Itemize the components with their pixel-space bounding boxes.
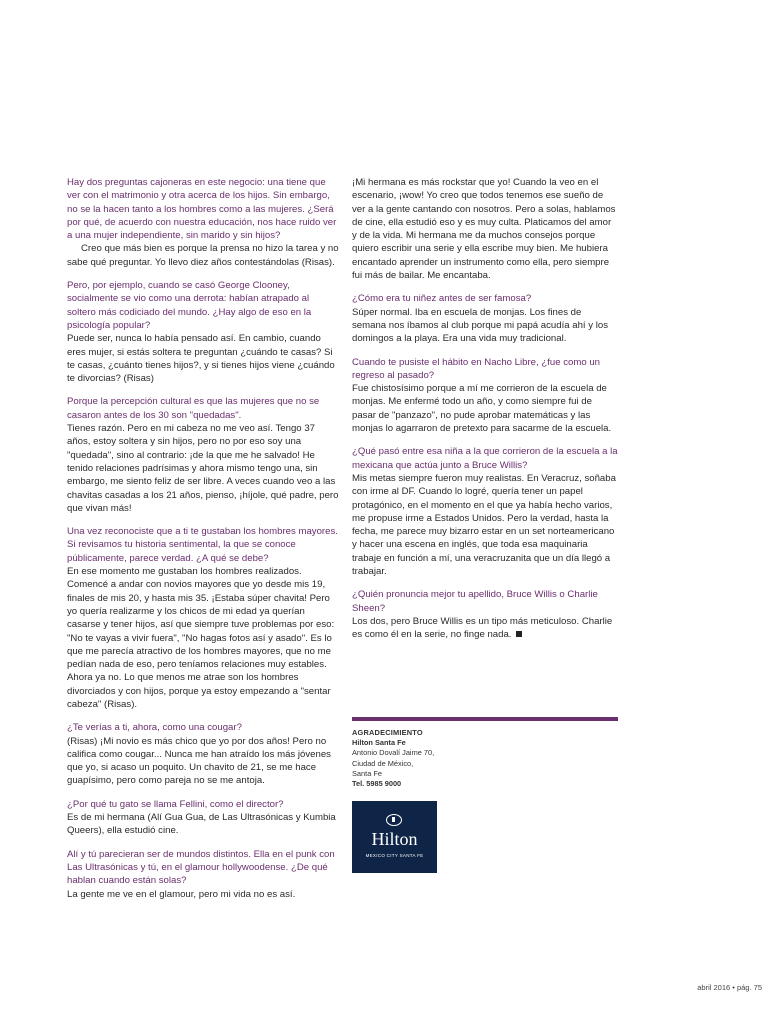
qa-block — [67, 279, 339, 385]
question: Hay dos preguntas cajoneras en este negocio: una tiene que ver con el matrimonio y otra acerca de los hijos. Sin embargo, no se la hacen tanto a los hombres como a las mujeres. ¿Será por qué, de acuerdo con nuestra educación, nos hace ruido ver a una mujer independiente, sin marido y sin hijos? — [67, 177, 337, 242]
hilton-mark-icon — [386, 814, 402, 826]
question: Una vez reconociste que a ti te gustaban los hombres mayores. Si revisamos tu historia sentimental, la que se conoce públicamente, parece verdad. ¿A qué se debe? — [67, 526, 338, 564]
qa-block — [67, 525, 339, 711]
logo-brand-text: Hilton — [371, 829, 418, 849]
answer-text: Los dos, pero Bruce Willis es un tipo más meticuloso. Charlie es como él en la serie, no finge nada. — [352, 615, 613, 641]
answer: Puede ser, nunca lo había pensado así. En cambio, cuando eres mujer, si estás soltera te preguntan ¿cuándo te casas? Si te casas, ¿cuánto tienes hijos?, y si tienes hijos viene ¿cuándo te divorcias? (Risas) — [67, 333, 335, 385]
address-line: Antonio Dovalí Jaime 70, — [352, 748, 435, 758]
logo-subtitle: MEXICO CITY SANTA FE — [365, 853, 424, 858]
qa-block — [352, 445, 618, 578]
answer — [352, 615, 618, 642]
article-left-column — [67, 176, 339, 911]
question: ¿Te verías a ti, ahora, como una cougar? — [67, 722, 242, 734]
question: ¿Qué pasó entre esa niña a la que corrieron de la escuela a la mexicana que actúa junto a Bruce Willis? — [352, 446, 618, 471]
qa-block — [67, 798, 339, 838]
hilton-logo — [352, 801, 437, 873]
qa-block — [67, 721, 339, 787]
page-folio: abril 2016 • pág. 75 — [697, 983, 762, 992]
question: Pero, por ejemplo, cuando se casó George Clooney, socialmente se vio como una derrota: habían atrapado al soltero más codiciado del mundo. ¿Hay algo de eso en la psicología popular? — [67, 280, 312, 331]
question: Alí y tú parecieran ser de mundos distintos. Ella en el punk con Las Ultrasónicas y tú, en el glamour hollywoodense. ¿De qué hablan cuando están solas? — [67, 848, 335, 887]
phone-number: Tel. 5985 9000 — [352, 779, 402, 789]
credits-divider — [352, 717, 618, 721]
qa-block — [352, 292, 618, 345]
article-right-column — [352, 176, 618, 652]
answer: Mis metas siempre fueron muy realistas. En Veracruz, soñaba con irme al DF. Cuando lo logré, quería tener un papel protagónico, en el momento en el que ya había hecho varios, me propuse irme a Estados Unidos. Pero la verdad, hasta la fecha, me parece muy bizarro estar en un set norteamericano y hacer una escena en inglés, que toda esa maquinaria trabaje en función a mí, una veracruzanita que un día llegó a trabajar. — [352, 472, 616, 578]
answer: Tienes razón. Pero en mi cabeza no me veo así. Tengo 37 años, estoy soltera y sin hijos, pero no por eso soy una "quedada", sino al contrario: ¡de la que me he salvado! He tenido relaciones padrísimas y ahora mismo tengo una, sin embargo, me siento feliz de ser libre. A veces cuando veo a las chavitas casadas a los 21 años, pienso, ¡híjole, qué padre, pero que vivan más! — [67, 423, 339, 514]
qa-block — [352, 588, 618, 641]
question: Porque la percepción cultural es que las mujeres que no se casaron antes de los 30 son "quedadas". — [67, 396, 320, 421]
question: ¿Quién pronuncia mejor tu apellido, Bruce Willis o Charlie Sheen? — [352, 589, 598, 614]
answer: La gente me ve en el glamour, pero mi vida no es así. — [67, 888, 296, 900]
answer: ¡Mi hermana es más rockstar que yo! Cuando la veo en el escenario, ¡wow! Yo creo que todos tenemos ese sueño de ver a la gente cantando con nosotros. Pero a solas, hablamos de cine, ella estudió eso y es muy culta. Platicamos del amor y de la vida. Mi hermana me da muchos consejos porque quiero escribir una serie y ella escribe muy bien. Me hubiera encantado aprender un instrumento como ella, pero siempre fui más de bailar. Me encantaba. — [352, 177, 616, 282]
qa-block — [67, 848, 339, 901]
qa-block — [67, 395, 339, 515]
answer: Fue chistosísimo porque a mí me corrieron de la escuela de monjas. Me enfermé todo un año, y como siempre fui de pasar de "panzazo", no pude aprobar matemáticas y las monjas lo agarraron de pretexto para sacarme de la escuela. — [352, 383, 612, 435]
qa-block — [352, 176, 618, 282]
acknowledgement-box — [352, 728, 552, 789]
answer: (Risas) ¡Mi novio es más chico que yo por dos años! Pero no califica como cougar... Nunca me han atraído los más jóvenes que yo, si acaso un poquito. Un chavito de 21, se me hace guapísimo, pero como pareja no se me antoja. — [67, 735, 331, 787]
question: ¿Por qué tu gato se llama Fellini, como el director? — [67, 798, 284, 810]
company-name: Hilton Santa Fe — [352, 738, 406, 748]
question: ¿Cómo era tu niñez antes de ser famosa? — [352, 293, 532, 305]
question: Cuando te pusiste el hábito en Nacho Libre, ¿fue como un regreso al pasado? — [352, 356, 600, 381]
answer: Creo que más bien es porque la prensa no hizo la tarea y no sabe qué preguntar. Yo llevo diez años contestándolas (Risas). — [67, 243, 339, 268]
qa-block — [67, 176, 339, 269]
answer: Es de mi hermana (Alí Gua Gua, de Las Ultrasónicas y Kumbia Queers), ella estudió cine. — [67, 812, 336, 837]
address-line: Santa Fe — [352, 768, 382, 778]
answer: En ese momento me gustaban los hombres realizados. Comencé a andar con novios mayores que yo desde mis 19, finales de mis 20, y hasta mis 35. ¡Estaba súper chavita! Pero yo quería realizarme y los chicos de mi edad ya querían casarse y tener hijos, así que siempre tuve problemas por eso: "No te vayas a vivir fuera", "No hagas fotos así y asado". Es lo que me parecía atractivo de los hombres mayores, que no me pedían nada de eso, pero teníamos relaciones muy estables. Ahora ya no. Lo que menos me atrae son los hombres divorciados y con hijos, porque ya estoy empezando a "sentar cabeza" (Risas). — [67, 566, 335, 710]
acknowledgement-heading: AGRADECIMIENTO — [352, 728, 423, 737]
qa-block — [352, 356, 618, 436]
address-line: Ciudad de México, — [352, 758, 414, 768]
answer: Súper normal. Iba en escuela de monjas. Los fines de semana nos íbamos al club porque mi papá acudía ahí y los domingos a la playa. Era una vida muy tradicional. — [352, 306, 608, 345]
end-of-article-mark — [516, 631, 522, 637]
